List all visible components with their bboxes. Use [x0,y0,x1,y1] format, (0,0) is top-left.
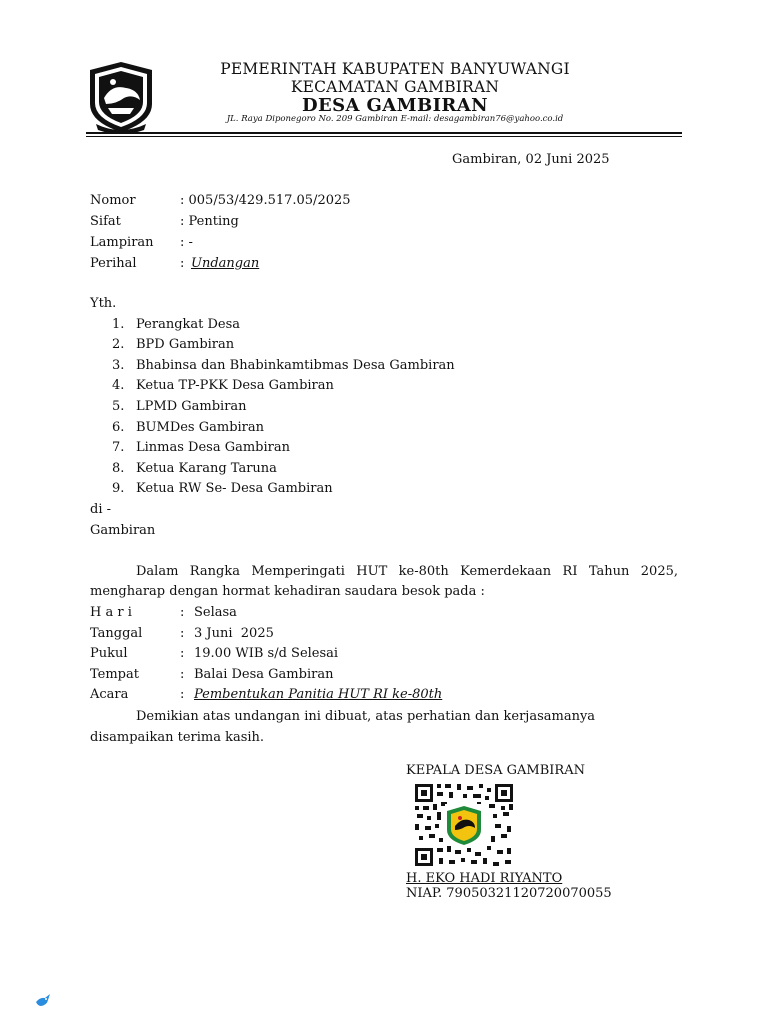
recipient-item: BUMDes Gambiran [136,420,265,435]
field-colon-perihal: : [180,256,185,271]
field-label-lampiran: Lampiran [90,235,154,250]
recipient-item: Perangkat Desa [136,317,241,332]
letterhead-village: DESA GAMBIRAN [301,95,489,116]
recipient-number: 7. [112,440,125,455]
letterhead-divider-thin [86,136,682,137]
recipient-number: 5. [112,399,125,414]
detail-colon: : [180,667,185,682]
detail-label-venue: Tempat [90,667,139,682]
detail-value-date: 3 Juni 2025 [194,626,274,641]
address-place: Gambiran [90,523,156,538]
detail-colon: : [180,687,185,702]
detail-colon: : [180,646,185,661]
detail-label-event: Acara [90,687,129,702]
recipient-number: 1. [112,317,125,332]
field-value-nomor: : 005/53/429.517.05/2025 [180,193,351,208]
recipient-number: 6. [112,420,125,435]
detail-colon: : [180,605,185,620]
detail-label-date: Tanggal [90,626,143,641]
field-value-perihal: Undangan [191,256,260,271]
recipient-number: 9. [112,481,125,496]
detail-value-time: 19.00 WIB s/d Selesai [194,646,339,661]
signatory-id: NIAP. 79050321120720070055 [406,886,612,901]
body-paragraph-line1: Dalam Rangka Memperingati HUT ke-80th Kemerdekaan RI Tahun 2025, [136,564,678,579]
salutation: Yth. [90,296,117,311]
recipient-item: Linmas Desa Gambiran [136,440,290,455]
field-value-lampiran: : - [180,235,193,250]
letterhead-district: KECAMATAN GAMBIRAN [290,78,500,96]
recipient-number: 3. [112,358,125,373]
signatory-name: H. EKO HADI RIYANTO [406,871,563,886]
address-di: di - [90,502,112,517]
closing-line2: disampaikan terima kasih. [90,730,265,745]
detail-value-day: Selasa [194,605,237,620]
letter-date: Gambiran, 02 Juni 2025 [452,152,610,167]
detail-label-day: H a r i [90,605,132,620]
letterhead-address: JL. Raya Diponegoro No. 209 Gambiran E-mail: desagambiran76@yahoo.co.id [226,114,564,124]
field-label-sifat: Sifat [90,214,121,229]
detail-value-event: Pembentukan Panitia HUT RI ke-80th [194,687,443,702]
detail-value-venue: Balai Desa Gambiran [194,667,334,682]
qr-code-icon [413,782,515,868]
recipient-item: LPMD Gambiran [136,399,247,414]
recipient-number: 4. [112,378,125,393]
recipient-item: Ketua TP-PKK Desa Gambiran [136,378,334,393]
field-value-sifat: : Penting [180,214,239,229]
recipient-item: BPD Gambiran [136,337,235,352]
recipient-number: 8. [112,461,125,476]
field-label-perihal: Perihal [90,256,137,271]
closing-line1: Demikian atas undangan ini dibuat, atas perhatian dan kerjasamanya [136,709,596,724]
regency-emblem-icon [86,60,156,134]
detail-label-time: Pukul [90,646,128,661]
signature-title: KEPALA DESA GAMBIRAN [406,763,585,778]
letterhead-government: PEMERINTAH KABUPATEN BANYUWANGI [220,60,570,78]
recipient-item: Ketua Karang Taruna [136,461,277,476]
body-paragraph-line2: mengharap dengan hormat kehadiran saudara besok pada : [90,584,485,599]
detail-colon: : [180,626,185,641]
recipient-item: Ketua RW Se- Desa Gambiran [136,481,333,496]
field-label-nomor: Nomor [90,193,136,208]
recipient-item: Bhabinsa dan Bhabinkamtibmas Desa Gambiran [136,358,455,373]
blue-bird-icon[interactable] [35,993,51,1007]
letterhead-divider-thick [86,132,682,134]
recipient-number: 2. [112,337,125,352]
